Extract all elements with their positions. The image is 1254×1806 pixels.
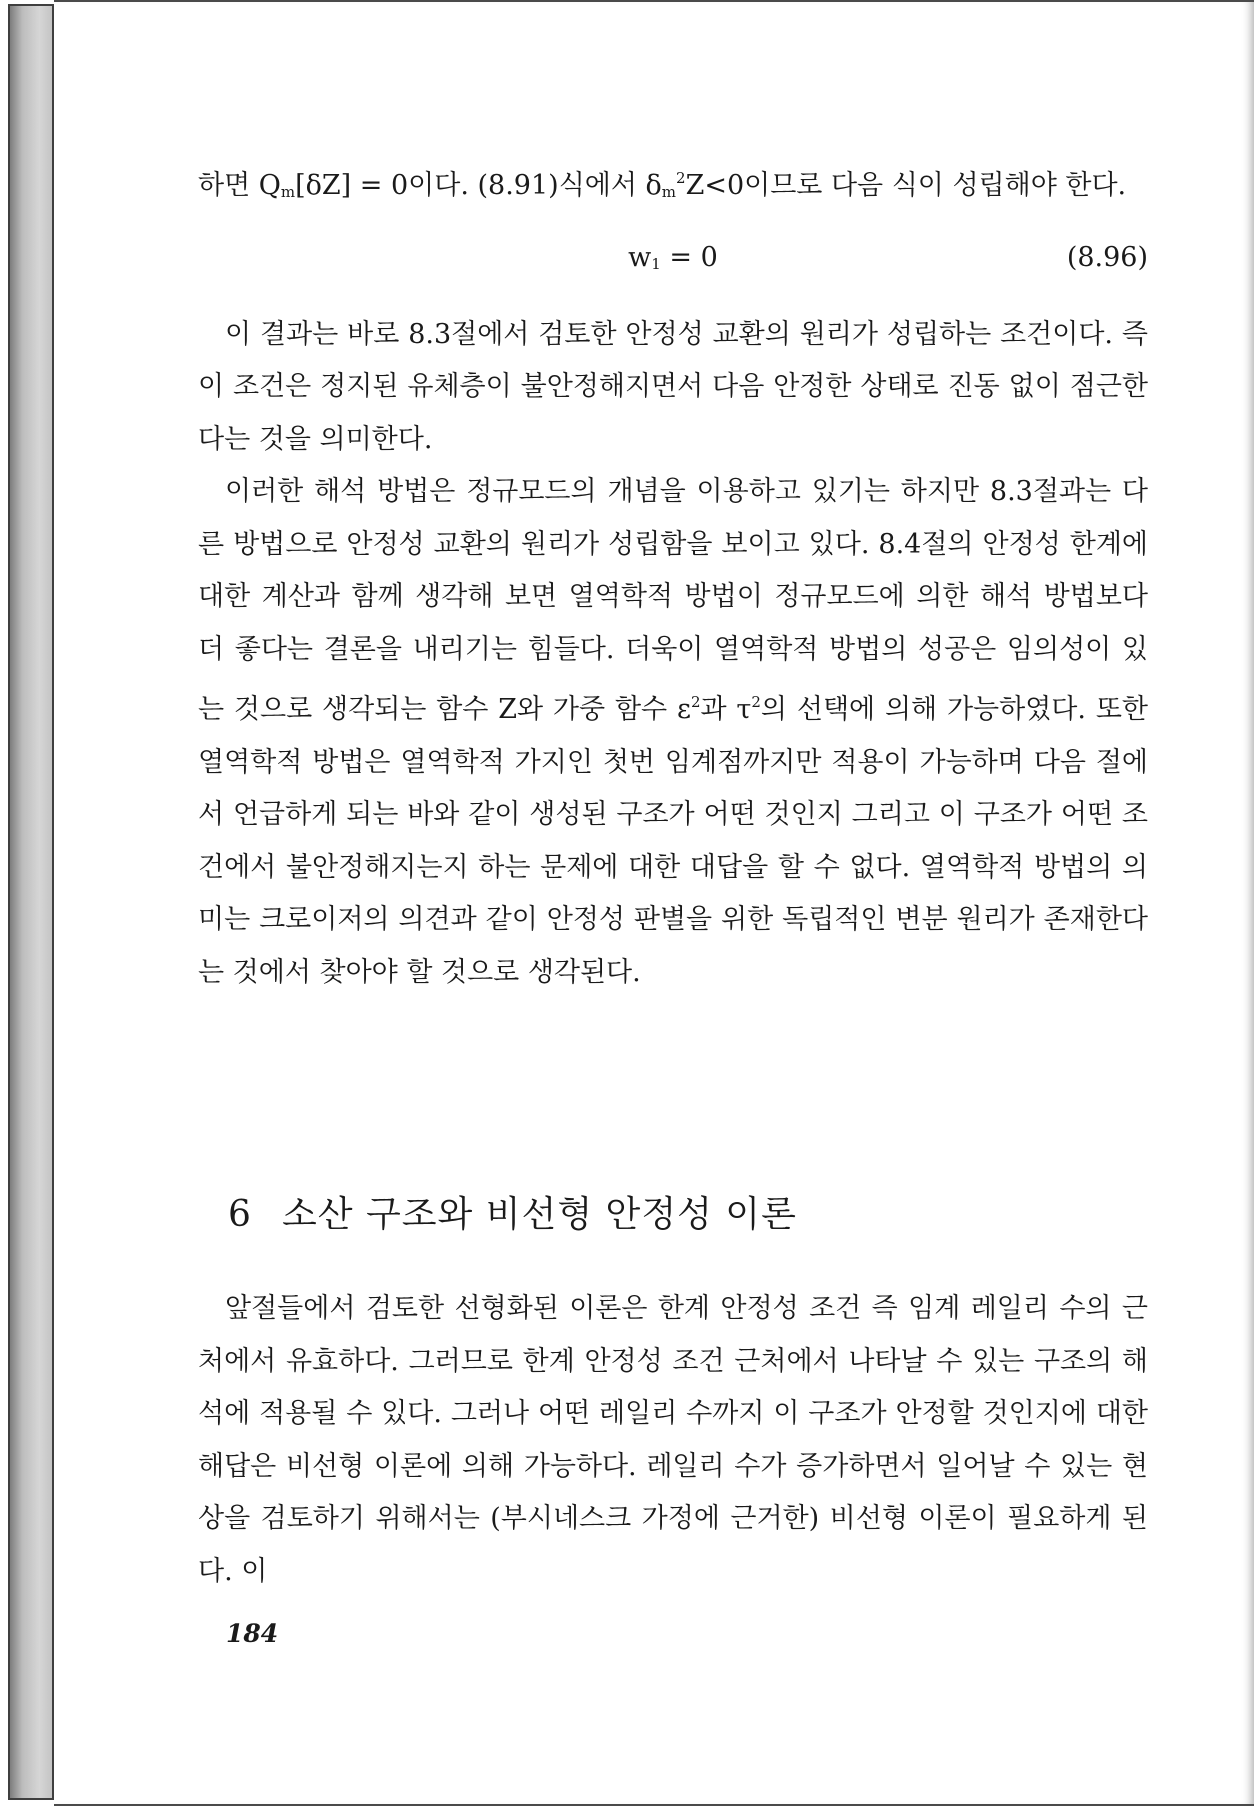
- equation-rhs: = 0: [660, 241, 718, 273]
- equation-8-96: [198, 219, 1148, 309]
- subscript: m: [661, 183, 677, 201]
- paragraph-analysis: [198, 466, 1148, 999]
- page-number: 184: [226, 1619, 279, 1648]
- text-run: 과 τ: [700, 694, 752, 725]
- text-run: 하면 Q: [198, 170, 281, 201]
- paragraph-section: 앞절들에서 검토한 선형화된 이론은 한계 안정성 조건 즉 임계 레일리 수의 근처에서 유효하다. 그러므로 한계 안정성 조건 근처에서 나타날 수 있는 구조의 해석에 적용될 수 있다. 그러나 어떤 레일리 수까지 이 구조가 안정할 것인지에 대한 해답은 비선형 이론에 의해 가능하다. 레일리 수가 증가하면서 일어날 수 있는 현상을 검토하기 위해서는 (부시네스크 가정에 근거한) 비선형 이론이 필요하게 된다. 이: [198, 1293, 1148, 1587]
- text-run: Z<0이므로 다음 식이 성립해야 한다.: [685, 170, 1127, 201]
- text-run: 이러한 해석 방법은 정규모드의 개념을 이용하고 있기는 하지만 8.3절과는 다른 방법으로 안정성 교환의 원리가 성립함을 보이고 있다. 8.4절의 안정성 한계에 대한 계산과 함께 생각해 보면 열역학적 방법이 정규모드에 의한 해석 방법보다 더 좋다는 결론을 내리기는 힘들다. 더욱이 열역학적 방법의 성공은 임의성이 있는 것으로 생각되는 함수 Z와 가중 함수 ε: [198, 476, 1148, 725]
- equation-lhs: w: [628, 241, 652, 273]
- equation-number: (8.96): [1066, 241, 1148, 273]
- text-run: 의 선택에 의해 가능하였다. 또한 열역학적 방법은 열역학적 가지인 첫번 임계점까지만 적용이 가능하며 다음 절에서 언급하게 되는 바와 같이 생성된 구조가 어떤 것인지 그리고 이 구조가 어떤 조건에서 불안정해지는지 하는 문제에 대한 대답을 할 수 없다. 열역학적 방법의 의미는 크로이저의 의견과 같이 안정성 판별을 위한 독립적인 변분 원리가 존재한다는 것에서 찾아야 할 것으로 생각된다.: [198, 694, 1148, 988]
- book-page: [54, 0, 1254, 1806]
- paragraph-result: 이 결과는 바로 8.3절에서 검토한 안정성 교환의 원리가 성립하는 조건이다. 즉 이 조건은 정지된 유체층이 불안정해지면서 다음 안정한 상태로 진동 없이 점근한다는 것을 의미한다.: [198, 318, 1148, 455]
- section-heading: [228, 1186, 797, 1237]
- book-spine-edge: [8, 4, 54, 1800]
- superscript: 2: [690, 693, 701, 711]
- section-title: 소산 구조와 비선형 안정성 이론: [282, 1194, 797, 1235]
- section-number: 6: [228, 1194, 252, 1235]
- page-content-top: [198, 152, 1148, 999]
- text-run: [δZ] = 0이다. (8.91)식에서 δ: [295, 170, 662, 201]
- superscript: 2: [751, 693, 761, 711]
- subscript: 1: [651, 254, 661, 273]
- subscript: m: [280, 183, 296, 201]
- superscript: 2: [676, 169, 686, 187]
- equation-body: [198, 242, 1148, 273]
- paragraph-intro: [198, 152, 1148, 219]
- section-body: [198, 1283, 1148, 1598]
